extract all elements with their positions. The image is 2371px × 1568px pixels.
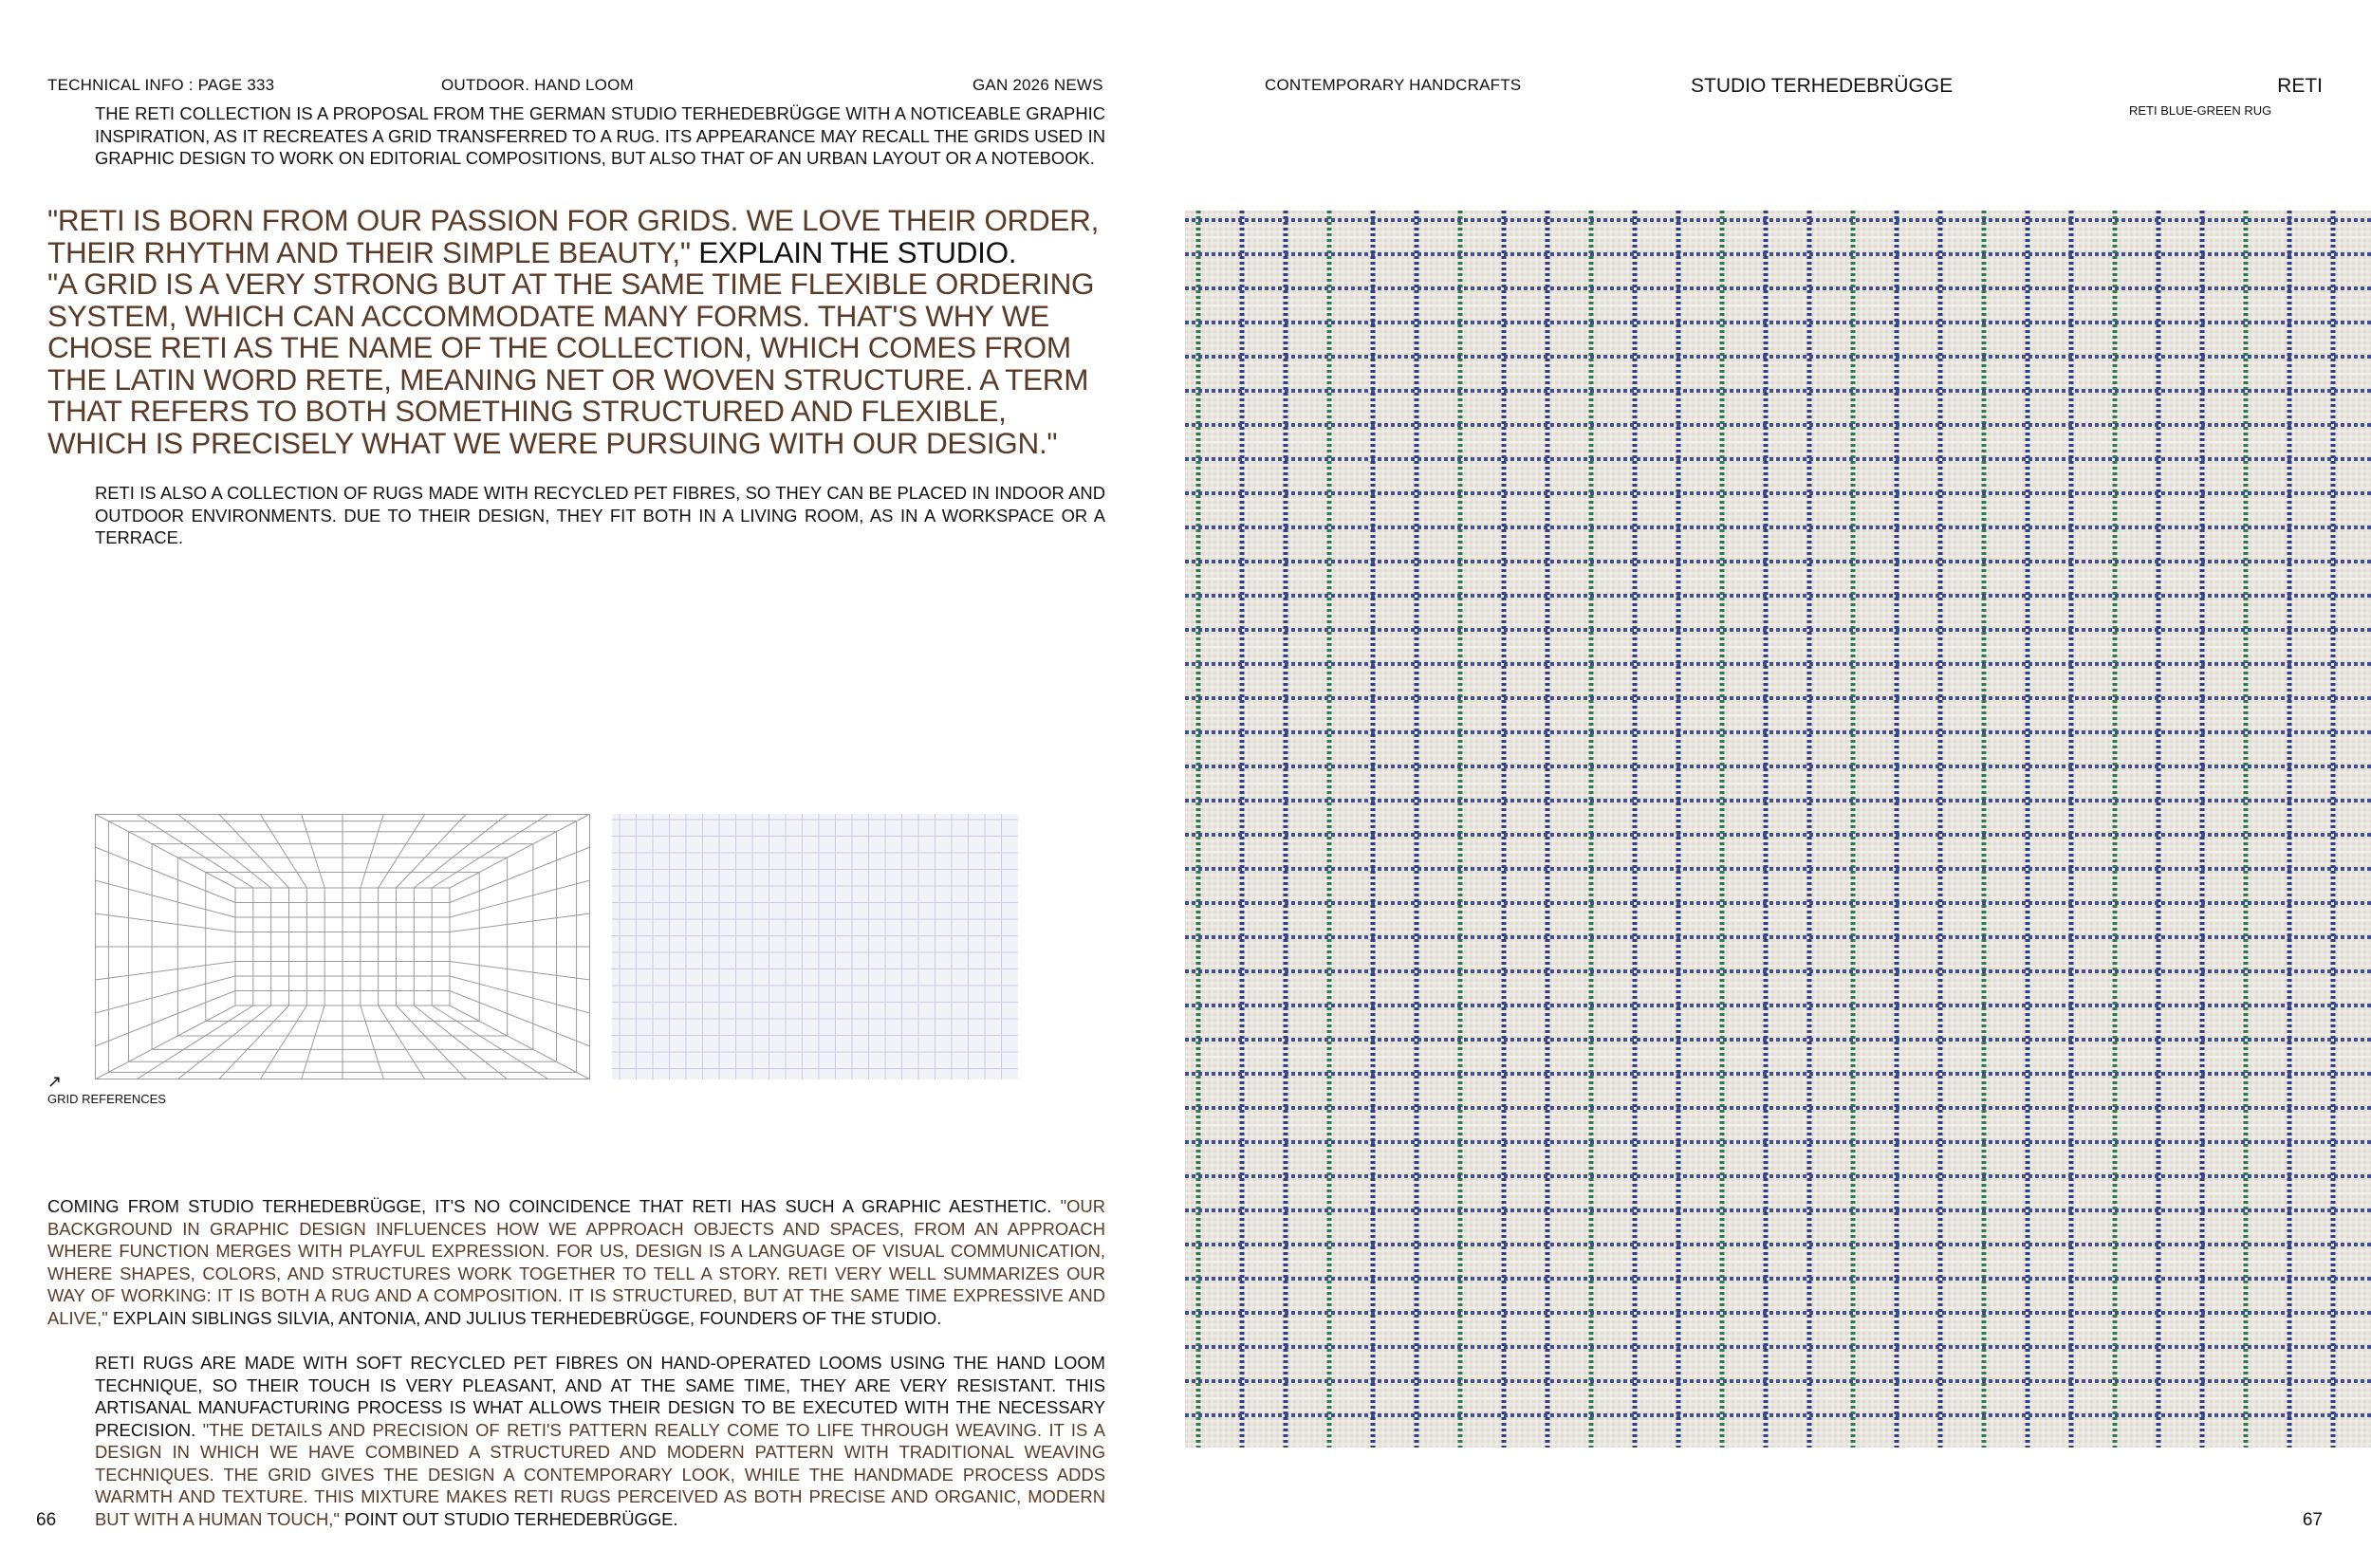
rug-image-caption: RETI BLUE-GREEN RUG [2129, 103, 2272, 118]
page-number-right: 67 [2302, 1510, 2323, 1530]
running-header-collection: RETI [2277, 75, 2323, 97]
paragraph-graphic-aesthetic [47, 1195, 1105, 1329]
running-header-category: CONTEMPORARY HANDCRAFTS [1265, 76, 1522, 94]
graph-paper-drawing [612, 814, 1018, 1079]
paragraph-hand-loom [95, 1352, 1105, 1530]
pull-quote-part-1: "RETI IS BORN FROM OUR PASSION FOR GRIDS. WE LOVE THEIR ORDER, THEIR RHYTHM AND THEIR SIMPLE BEAUTY," [47, 203, 1100, 269]
figure-caption: GRID REFERENCES [47, 1092, 166, 1106]
paragraph-graphic-aesthetic-lead: COMING FROM STUDIO TERHEDEBRÜGGE, IT'S NO COINCIDENCE THAT RETI HAS SUCH A GRAPHIC AESTHETIC. [47, 1196, 1052, 1216]
paragraph-hand-loom-attr: POINT OUT STUDIO TERHEDEBRÜGGE. [339, 1508, 678, 1529]
page-number-left: 66 [36, 1510, 57, 1530]
intro-paragraph: THE RETI COLLECTION IS A PROPOSAL FROM THE GERMAN STUDIO TERHEDEBRÜGGE WITH A NOTICEABLE GRAPHIC INSPIRATION, AS IT RECREATES A GRID TRANSFERRED TO A RUG. ITS APPEARANCE MAY RECALL THE GRIDS USED IN GRAPHIC DESIGN TO WORK ON EDITORIAL COMPOSITIONS, BUT ALSO THAT OF AN URBAN LAYOUT OR A NOTEBOOK. [95, 103, 1105, 168]
perspective-grid-drawing [95, 814, 590, 1079]
paragraph-hand-loom-lead: RETI RUGS ARE MADE WITH SOFT RECYCLED PET FIBRES ON HAND-OPERATED LOOMS USING THE HAND LOOM TECHNIQUE, SO THEIR TOUCH IS VERY PLEASANT, AND AT THE SAME TIME, THEY ARE VERY RESISTANT. THIS ARTISANAL MANUFACTURING PROCESS IS WHAT ALLOWS THEIR DESIGN TO BE EXECUTED WITH THE NECESSARY PRECISION. [95, 1353, 1105, 1440]
figure-arrow-icon: ↗ [47, 1072, 63, 1091]
pull-quote-attribution: EXPLAIN THE STUDIO. [690, 234, 1017, 269]
graph-paper-figure [612, 814, 1018, 1079]
running-header-studio: STUDIO TERHEDEBRÜGGE [1691, 75, 1954, 97]
rug-photo [1185, 211, 2371, 1448]
rug-grid-pattern [1185, 211, 2371, 1448]
perspective-grid-figure [95, 814, 590, 1079]
running-header-technical-info: TECHNICAL INFO : PAGE 333 [47, 76, 275, 94]
paragraph-recycled-fibres: RETI IS ALSO A COLLECTION OF RUGS MADE WITH RECYCLED PET FIBRES, SO THEY CAN BE PLACED IN INDOOR AND OUTDOOR ENVIRONMENTS. DUE TO THEIR DESIGN, THEY FIT BOTH IN A LIVING ROOM, AS IN A WORKSPACE OR A TERRACE. [95, 483, 1105, 547]
running-header-issue: GAN 2026 NEWS [972, 76, 1103, 94]
paragraph-graphic-aesthetic-quote: "OUR BACKGROUND IN GRAPHIC DESIGN INFLUENCES HOW WE APPROACH OBJECTS AND SPACES, FROM AN APPROACH WHERE FUNCTION MERGES WITH PLAYFUL EXPRESSION. FOR US, DESIGN IS A LANGUAGE OF VISUAL COMMUNICATION, WHERE SHAPES, COLORS, AND STRUCTURES WORK TOGETHER TO TELL A STORY. RETI VERY WELL SUMMARIZES OUR WAY OF WORKING: IT IS BOTH A RUG AND A COMPOSITION. IT IS STRUCTURED, BUT AT THE SAME TIME EXPRESSIVE AND ALIVE," [47, 1196, 1105, 1328]
pull-quote [47, 205, 1110, 459]
paragraph-hand-loom-quote: "THE DETAILS AND PRECISION OF RETI'S PATTERN REALLY COME TO LIFE THROUGH WEAVING. IT IS A DESIGN IN WHICH WE HAVE COMBINED A STRUCTURED AND MODERN PATTERN WITH TRADITIONAL WEAVING TECHNIQUES. THE GRID GIVES THE DESIGN A CONTEMPORARY LOOK, WHILE THE HANDMADE PROCESS ADDS WARMTH AND TEXTURE. THIS MIXTURE MAKES RETI RUGS PERCEIVED AS BOTH PRECISE AND ORGANIC, MODERN BUT WITH A HUMAN TOUCH," [95, 1419, 1105, 1529]
paragraph-graphic-aesthetic-attr: EXPLAIN SIBLINGS SILVIA, ANTONIA, AND JULIUS TERHEDEBRÜGGE, FOUNDERS OF THE STUDIO. [107, 1307, 942, 1328]
pull-quote-part-2: "A GRID IS A VERY STRONG BUT AT THE SAME TIME FLEXIBLE ORDERING SYSTEM, WHICH CAN ACCOMMODATE MANY FORMS. THAT'S WHY WE CHOSE RETI AS THE NAME OF THE COLLECTION, WHICH COMES FROM THE LATIN WORD RETE, MEANING NET OR WOVEN STRUCTURE. A TERM THAT REFERS TO BOTH SOMETHING STRUCTURED AND FLEXIBLE, WHICH IS PRECISELY WHAT WE WERE PURSUING WITH OUR DESIGN." [47, 267, 1095, 460]
running-header-section: OUTDOOR. HAND LOOM [441, 76, 634, 94]
